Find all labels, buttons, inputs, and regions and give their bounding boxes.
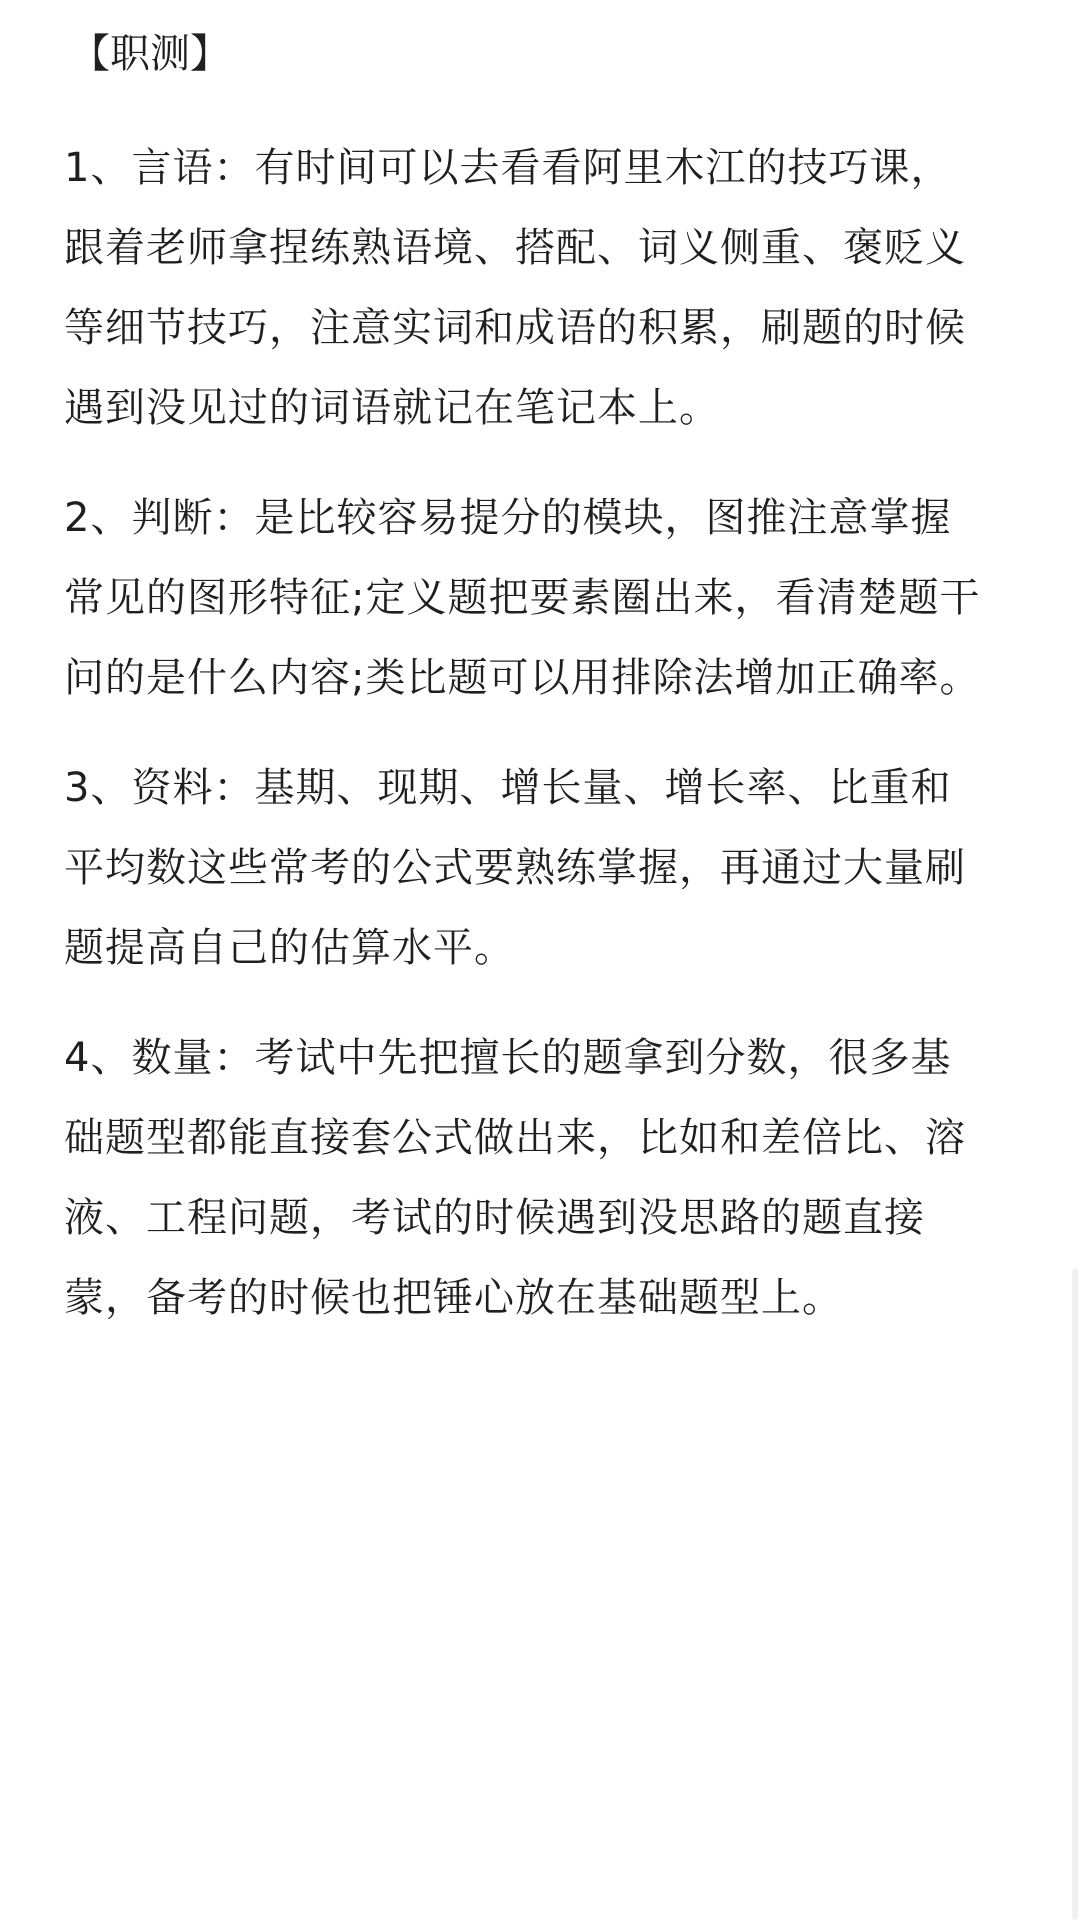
section-line: 2、判断：是比较容易提分的模块，图推注意掌握: [64, 495, 952, 541]
section-line: 常见的图形特征;定义题把要素圈出来，看清楚题干: [64, 575, 981, 621]
section-verbal: [64, 128, 1024, 448]
section-line: 础题型都能直接套公式做出来，比如和差倍比、溶: [64, 1115, 966, 1161]
section-line: 等细节技巧，注意实词和成语的积累，刷题的时候: [64, 305, 966, 351]
section-data-analysis: [64, 748, 1024, 988]
section-line: 4、数量：考试中先把擅长的题拿到分数，很多基: [64, 1035, 952, 1081]
section-line: 问的是什么内容;类比题可以用排除法增加正确率。: [64, 655, 981, 701]
section-line: 平均数这些常考的公式要熟练掌握，再通过大量刷: [64, 845, 966, 891]
section-line: 遇到没见过的词语就记在笔记本上。: [64, 385, 720, 431]
section-line: 1、言语：有时间可以去看看阿里木江的技巧课，: [64, 145, 952, 191]
section-line: 液、工程问题，考试的时候遇到没思路的题直接: [64, 1195, 925, 1241]
section-judgment: [64, 478, 1024, 718]
scrollbar[interactable]: [1072, 1268, 1078, 1920]
page-title: 【职测】: [70, 31, 230, 77]
section-line: 3、资料：基期、现期、增长量、增长率、比重和: [64, 765, 952, 811]
section-quantitative: [64, 1018, 1024, 1338]
section-line: 跟着老师拿捏练熟语境、搭配、词义侧重、褒贬义: [64, 225, 966, 271]
section-line: 题提高自己的估算水平。: [64, 925, 515, 971]
section-line: 蒙，备考的时候也把锤心放在基础题型上。: [64, 1275, 843, 1321]
